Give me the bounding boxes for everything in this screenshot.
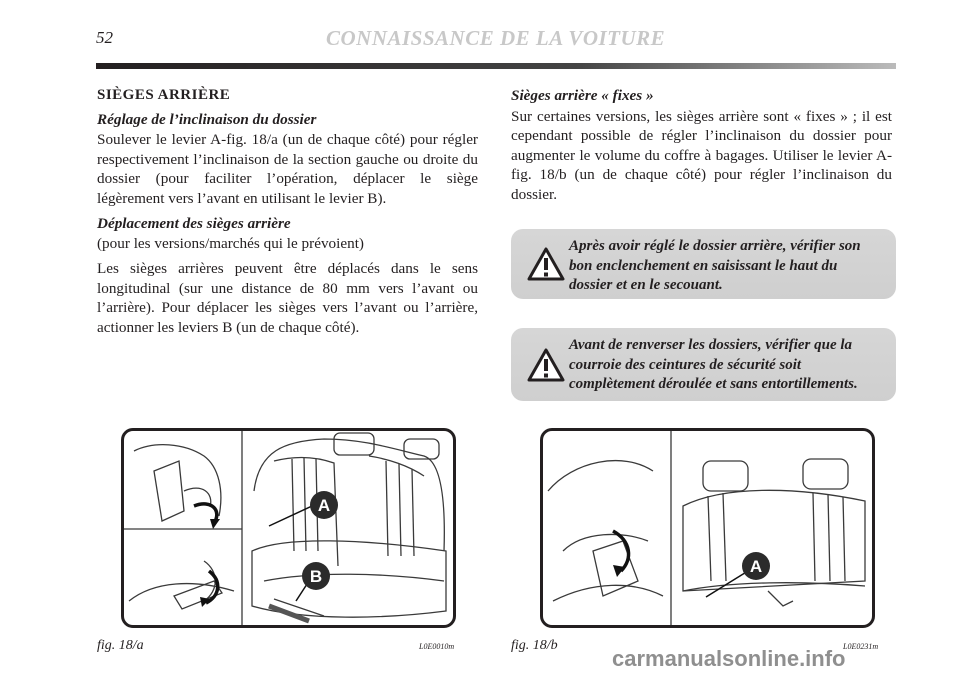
header-rule (96, 63, 896, 69)
watermark: carmanualsonline.info (612, 646, 846, 671)
warning-box-2 (511, 328, 896, 401)
paragraph-moving: Les sièges arrières peuvent être déplacés dans le sens longitudinal (sur une distance de 80 mm vers l’avant ou l’arrière). Pour déplacer les sièges vers l’avant ou l’arrière, actionner les leviers B (un de chaque côté). (97, 260, 478, 336)
paragraph-fixed-seats: Sur certaines versions, les sièges arrière sont « fixes » ; il est cependant possible de régler l’inclinaison du dossier pour augmenter le volume du coffre à bagages. Utiliser le levier A-fig. 18/b (un de chaque côté) pour régler l’inclinaison du dossier. (511, 107, 892, 203)
page-number: 52 (96, 28, 113, 47)
figure-caption-18a: fig. 18/a (97, 638, 144, 653)
left-column (97, 86, 478, 343)
paragraph-versions: (pour les versions/marchés qui le prévoient) (97, 234, 364, 252)
rear-seat-illustration (124, 431, 453, 625)
figure-code-18a: L0E0010m (419, 642, 455, 651)
warning-text-1: Après avoir réglé le dossier arrière, vérifier son bon enclenchement en saisissant le haut du dossier et en le secouant. (569, 238, 861, 293)
subheading-fixed-seats: Sièges arrière « fixes » (511, 87, 654, 104)
subheading-moving: Déplacement des sièges arrière (97, 215, 291, 232)
figure-caption-18b: fig. 18/b (511, 638, 558, 653)
warning-box-1 (511, 229, 896, 299)
figure-label-a-text: A (749, 557, 763, 576)
figure-label-b-text: B (309, 567, 323, 586)
figure-label-a-text: A (317, 496, 331, 515)
warning-text-2: Avant de renverser les dossiers, vérifier que la courroie des ceintures de sécurité soit complètement déroulée et sans entortillements. (569, 337, 858, 392)
figure-18a (121, 428, 456, 628)
section-title: CONNAISSANCE DE LA VOITURE (326, 26, 666, 50)
figure-code-18b: L0E0231m (843, 642, 879, 651)
warning-triangle-icon (527, 348, 565, 382)
fixed-seat-illustration (543, 431, 872, 625)
subheading-inclination: Réglage de l’inclinaison du dossier (97, 110, 317, 128)
figure-18b (540, 428, 875, 628)
right-column (511, 86, 892, 210)
paragraph-inclination: Soulever le levier A-fig. 18/a (un de chaque côté) pour régler respectivement l’inclinaison de la section gauche ou droite du dossier (pour faciliter l’opération, déplacer le siège légèrement vers l’avant en utilisant le levier B). (97, 131, 478, 207)
section-heading: SIÈGES ARRIÈRE (97, 87, 231, 103)
warning-triangle-icon (527, 247, 565, 281)
